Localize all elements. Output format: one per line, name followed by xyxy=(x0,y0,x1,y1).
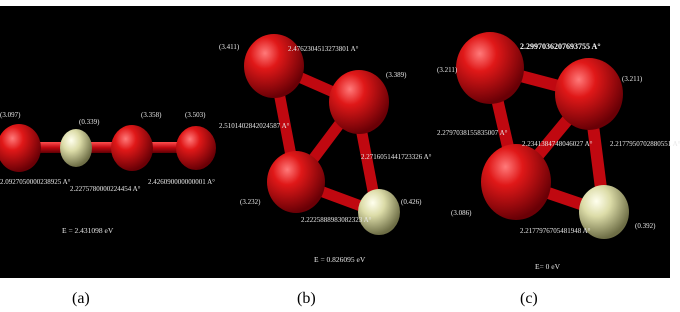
atom-o-c-2 xyxy=(555,58,623,130)
bond-length-label: 2.2275780000224454 A° xyxy=(70,185,141,193)
atom-o-b-2 xyxy=(329,70,389,134)
atom-o-c-3 xyxy=(481,144,551,220)
bond-length-label: 2.5101402842024587 A° xyxy=(219,122,290,130)
charge-label: (3.097) xyxy=(0,111,21,119)
caption-b: (b) xyxy=(297,290,316,307)
bond-length-label: 2.2997036207693755 A° xyxy=(520,42,601,51)
atom-o-a-1 xyxy=(0,124,41,172)
bond-length-label: 2.2797038155835007 A° xyxy=(437,129,508,137)
caption-a: (a) xyxy=(72,290,90,307)
charge-label: (0.426) xyxy=(401,198,422,206)
charge-label: (0.339) xyxy=(79,118,100,126)
bond-length-label: 2.2225888983082323 A° xyxy=(301,216,372,224)
atom-s-a xyxy=(60,129,92,167)
charge-label: (3.503) xyxy=(185,111,206,119)
energy-label: E = 2.431098 eV xyxy=(62,226,114,235)
charge-label: (0.392) xyxy=(635,222,656,230)
charge-label: (3.232) xyxy=(240,198,261,206)
atom-o-a-3 xyxy=(176,126,216,170)
caption-c: (c) xyxy=(520,290,538,307)
charge-label: (3.086) xyxy=(451,209,472,217)
bond-length-label: 2.426090000000001 A° xyxy=(148,178,215,186)
charge-label: (3.211) xyxy=(437,66,458,74)
bond-length-label: 2.0927050000238925 A° xyxy=(0,178,71,186)
panel-b xyxy=(216,6,433,278)
energy-label: E = 0.826095 eV xyxy=(314,255,366,264)
atom-o-b-3 xyxy=(267,151,325,213)
charge-label: (3.358) xyxy=(141,111,162,119)
bond-length-label: 2.2341384748046027 A° xyxy=(522,140,593,148)
panel-c xyxy=(432,6,680,278)
panel-a xyxy=(0,6,219,278)
atom-o-a-2 xyxy=(111,125,153,171)
energy-label: E= 0 eV xyxy=(535,262,561,271)
charge-label: (3.389) xyxy=(386,71,407,79)
molecule-a xyxy=(0,6,219,278)
bond-length-label: 2.2177950702880551 A° xyxy=(610,140,680,148)
atom-o-c-1 xyxy=(456,32,524,104)
bond-length-label: 2.2177976705481948 A° xyxy=(520,227,591,235)
bond-a-1 xyxy=(18,142,198,153)
charge-label: (3.211) xyxy=(622,75,643,83)
bond-length-label: 2.2716051441723326 A° xyxy=(361,153,432,161)
charge-label: (3.411) xyxy=(219,43,240,51)
atom-o-b-1 xyxy=(244,34,304,98)
bond-length-label: 2.4762304513273801 A° xyxy=(288,45,359,53)
atom-s-b xyxy=(358,189,400,235)
